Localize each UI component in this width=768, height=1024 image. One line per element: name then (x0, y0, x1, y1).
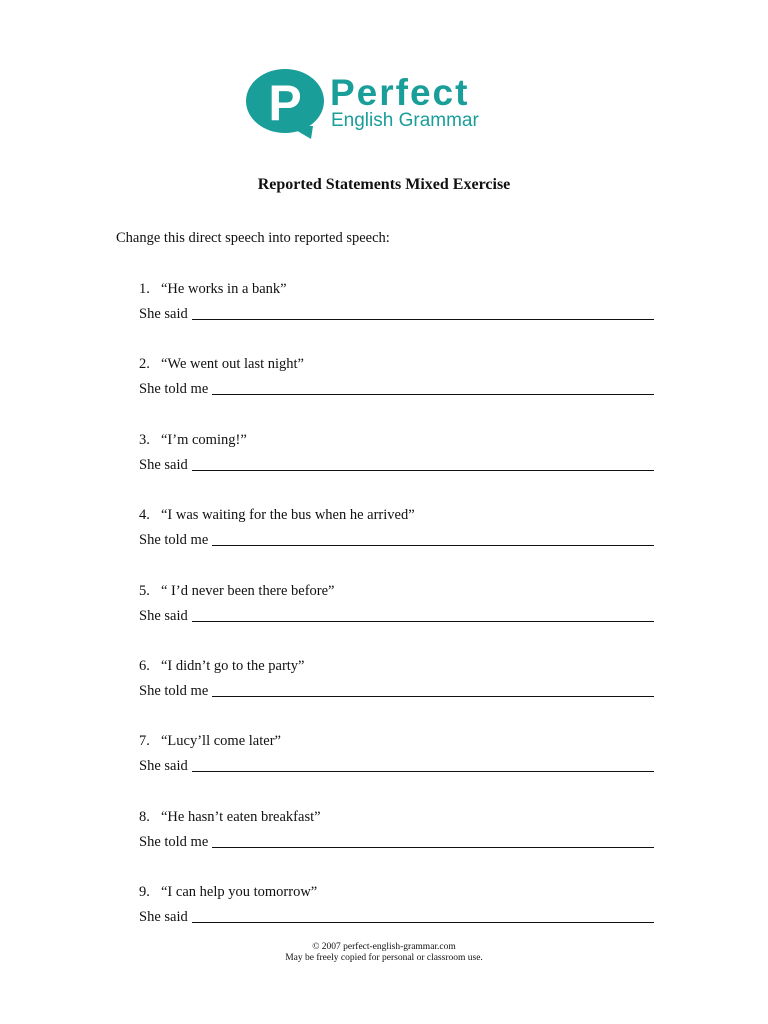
usage-note: May be freely copied for personal or classroom use. (285, 953, 483, 963)
logo-subtitle: English Grammar (331, 110, 479, 131)
item-number: 1. (139, 281, 150, 297)
item-number: 5. (139, 583, 150, 599)
exercise-item (139, 354, 654, 399)
item-number: 2. (139, 356, 150, 372)
answer-lead: She said (139, 608, 188, 624)
item-quote: “Lucy’ll come later” (161, 733, 281, 749)
item-quote: “We went out last night” (161, 356, 304, 372)
answer-lead: She told me (139, 381, 209, 397)
instruction-text: Change this direct speech into reported speech: (116, 230, 390, 246)
exercise-item (139, 430, 654, 475)
answer-line[interactable] (192, 469, 654, 471)
answer-line[interactable] (212, 393, 654, 395)
item-quote: “I’m coming!” (161, 432, 247, 448)
exercise-item (139, 731, 654, 776)
exercise-item (139, 505, 654, 550)
item-number: 6. (139, 658, 150, 674)
item-quote: “I was waiting for the bus when he arrived” (161, 507, 415, 523)
item-quote: “He works in a bank” (161, 281, 287, 297)
footer (0, 942, 768, 964)
answer-line[interactable] (192, 620, 654, 622)
page-title: Reported Statements Mixed Exercise (257, 176, 511, 193)
answer-lead: She said (139, 758, 188, 774)
item-number: 9. (139, 884, 150, 900)
speech-bubble-icon (245, 68, 329, 140)
answer-lead: She told me (139, 683, 209, 699)
copyright-text: © 2007 perfect-english-grammar.com (312, 942, 456, 952)
brand-logo (245, 68, 525, 140)
exercise-item (139, 656, 654, 701)
answer-line[interactable] (212, 695, 654, 697)
logo-letter: P (268, 75, 302, 131)
answer-line[interactable] (212, 846, 654, 848)
item-quote: “He hasn’t eaten breakfast” (161, 809, 321, 825)
answer-line[interactable] (212, 544, 654, 546)
answer-lead: She said (139, 457, 188, 473)
answer-lead: She told me (139, 532, 209, 548)
item-number: 7. (139, 733, 150, 749)
answer-line[interactable] (192, 921, 654, 923)
item-number: 3. (139, 432, 150, 448)
item-number: 4. (139, 507, 150, 523)
answer-lead: She told me (139, 834, 209, 850)
logo-word: Perfect (330, 72, 470, 113)
answer-lead: She said (139, 306, 188, 322)
item-quote: “I didn’t go to the party” (161, 658, 305, 674)
item-number: 8. (139, 809, 150, 825)
exercise-item (139, 807, 654, 852)
item-quote: “ I’d never been there before” (161, 583, 335, 599)
answer-line[interactable] (192, 318, 654, 320)
item-quote: “I can help you tomorrow” (161, 884, 318, 900)
answer-line[interactable] (192, 770, 654, 772)
exercise-item (139, 581, 654, 626)
exercise-item (139, 882, 654, 927)
answer-lead: She said (139, 909, 188, 925)
exercise-item (139, 279, 654, 324)
